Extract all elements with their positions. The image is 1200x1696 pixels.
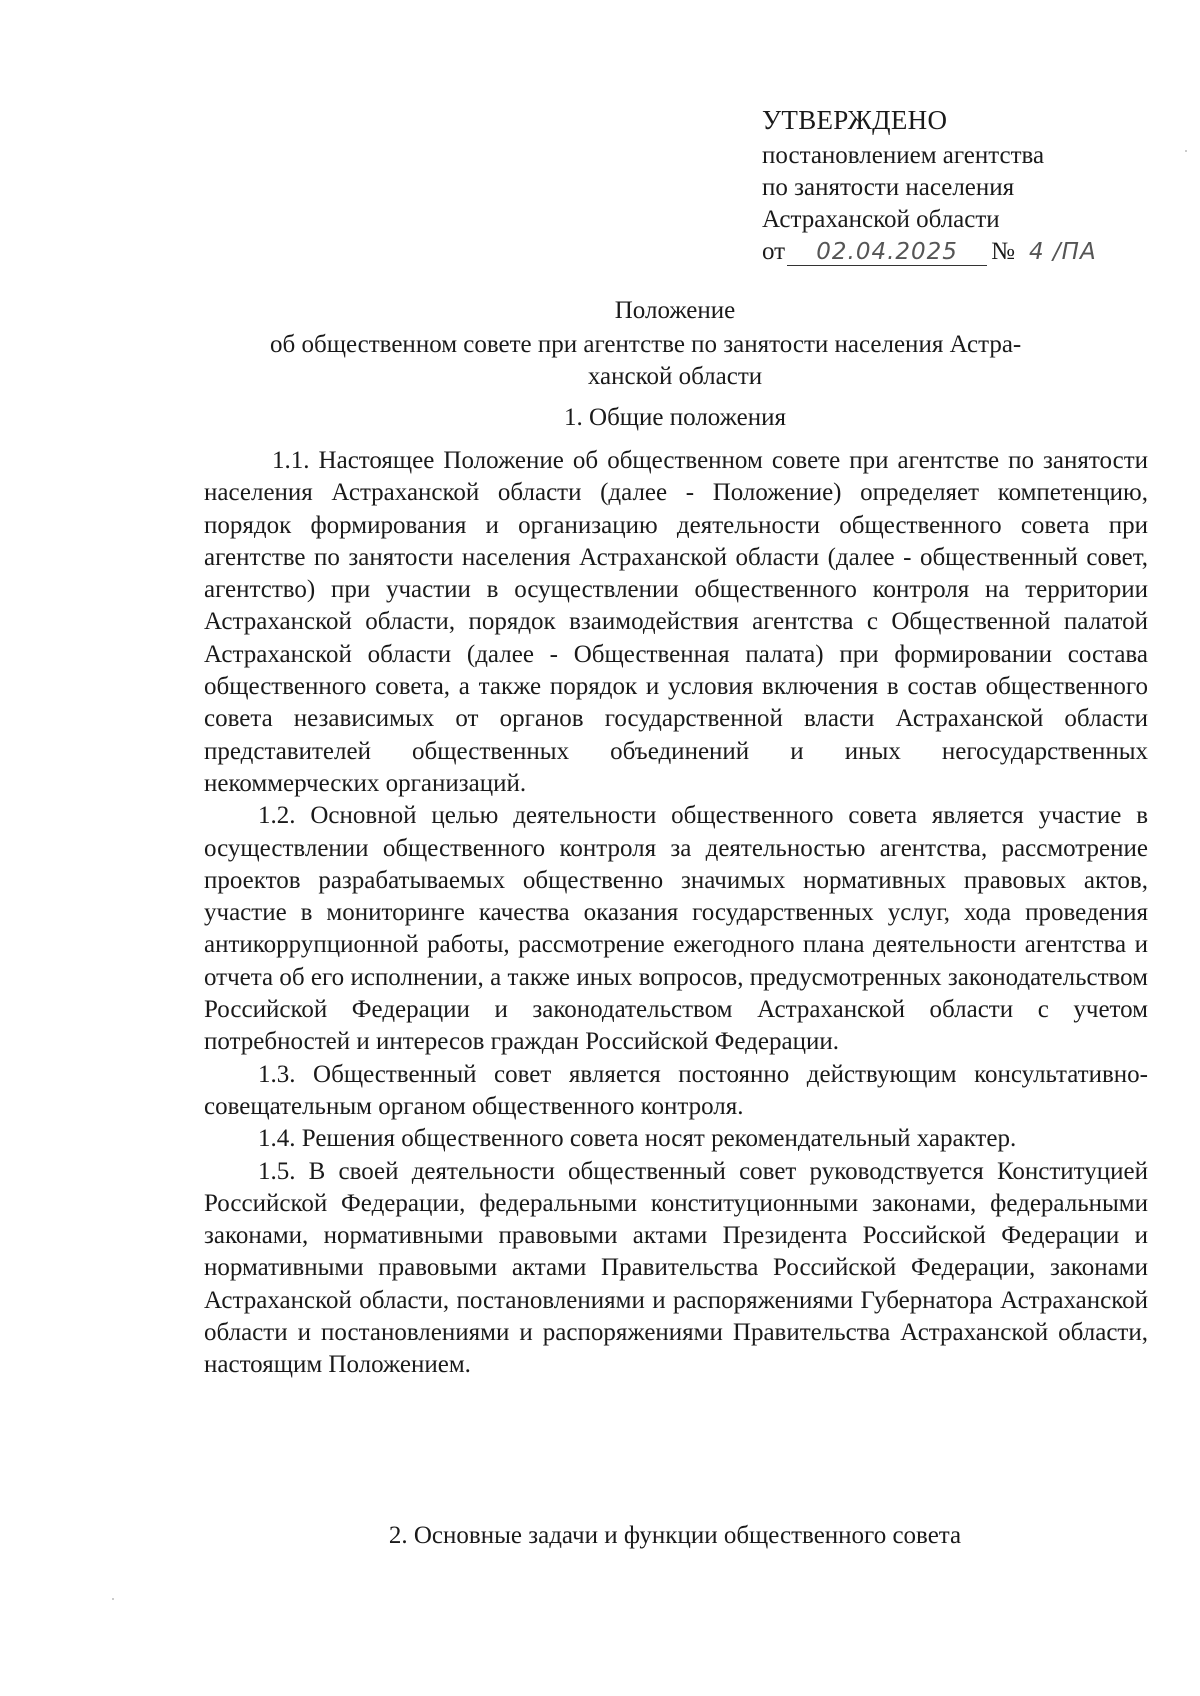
- section-1-heading: 1. Общие положения: [564, 404, 786, 431]
- scan-speck: [1185, 150, 1187, 152]
- approval-title: УТВЕРЖДЕНО: [762, 105, 948, 135]
- handwritten-number: 4 /ПА: [1028, 239, 1097, 265]
- paragraph-1-1: 1.1. Настоящее Положение об общественном совете при агентстве по занятости населения Астраханской области (далее - Положение) определяет компетенцию, порядок формирования и организацию деятельности общественного совета при агентстве по занятости населения Астраханской области (далее - общественный совет, агентство) при участии в осуществлении общественного контроля на территории Астраханской области, порядок взаимодействия агентства с Общественной палатой Астраханской области (далее - Общественная палата) при формировании состава общественного совета, а также порядок и условия включения в состав общественного совета независимых от органов государственной власти Астраханской области представителей общественных объединений и иных негосударственных некоммерческих организаций.: [204, 447, 1148, 797]
- approval-line-2: по занятости населения: [762, 174, 1015, 201]
- document-subtitle-line-2: ханской области: [587, 363, 763, 390]
- section-2-heading: 2. Основные задачи и функции общественного совета: [388, 1522, 962, 1549]
- date-prefix: от: [762, 238, 786, 265]
- handwritten-date: 02.04.2025: [787, 239, 987, 266]
- paragraph-1-2: 1.2. Основной целью деятельности общественного совета является участие в осуществлении общественного контроля за деятельностью агентства, рассмотрение проектов разрабатываемых общественно значимых нормативных правовых актов, участие в мониторинге качества оказания государственных услуг, хода проведения антикоррупционной работы, рассмотрение ежегодного плана деятельности агентства и отчета об его исполнении, а также иных вопросов, предусмотренных законодательством Российской Федерации и законодательством Астраханской области с учетом потребностей и интересов граждан Российской Федерации.: [204, 802, 1148, 1056]
- scan-speck: [112, 1598, 114, 1600]
- document-subtitle-line-1: об общественном совете при агентстве по занятости населения Астра-: [270, 331, 1022, 358]
- paragraph-1-4: 1.4. Решения общественного совета носят рекомендательный характер.: [258, 1125, 1017, 1153]
- number-label: №: [991, 238, 1015, 265]
- paragraph-1-3: 1.3. Общественный совет является постоянно действующим консультативно-совещательным органом общественного контроля.: [204, 1060, 1148, 1120]
- paragraph-1-5: 1.5. В своей деятельности общественный совет руководствуется Конституцией Российской Федерации, федеральными конституционными законами, федеральными законами, нормативными правовыми актами Президента Российской Федерации и нормативными правовыми актами Правительства Российской Федерации, законами Астраханской области, постановлениями и распоряжениями Губернатора Астраханской области и постановлениями и распоряжениями Правительства Астраханской области, настоящим Положением.: [204, 1157, 1148, 1379]
- body-text: [204, 445, 1148, 1382]
- approval-block: [762, 100, 1162, 268]
- approval-line-3: Астраханской области: [762, 206, 1000, 233]
- document-title: Положение: [614, 297, 736, 324]
- approval-line-1: постановлением агентства: [762, 142, 1045, 169]
- approval-reference: [762, 236, 1162, 268]
